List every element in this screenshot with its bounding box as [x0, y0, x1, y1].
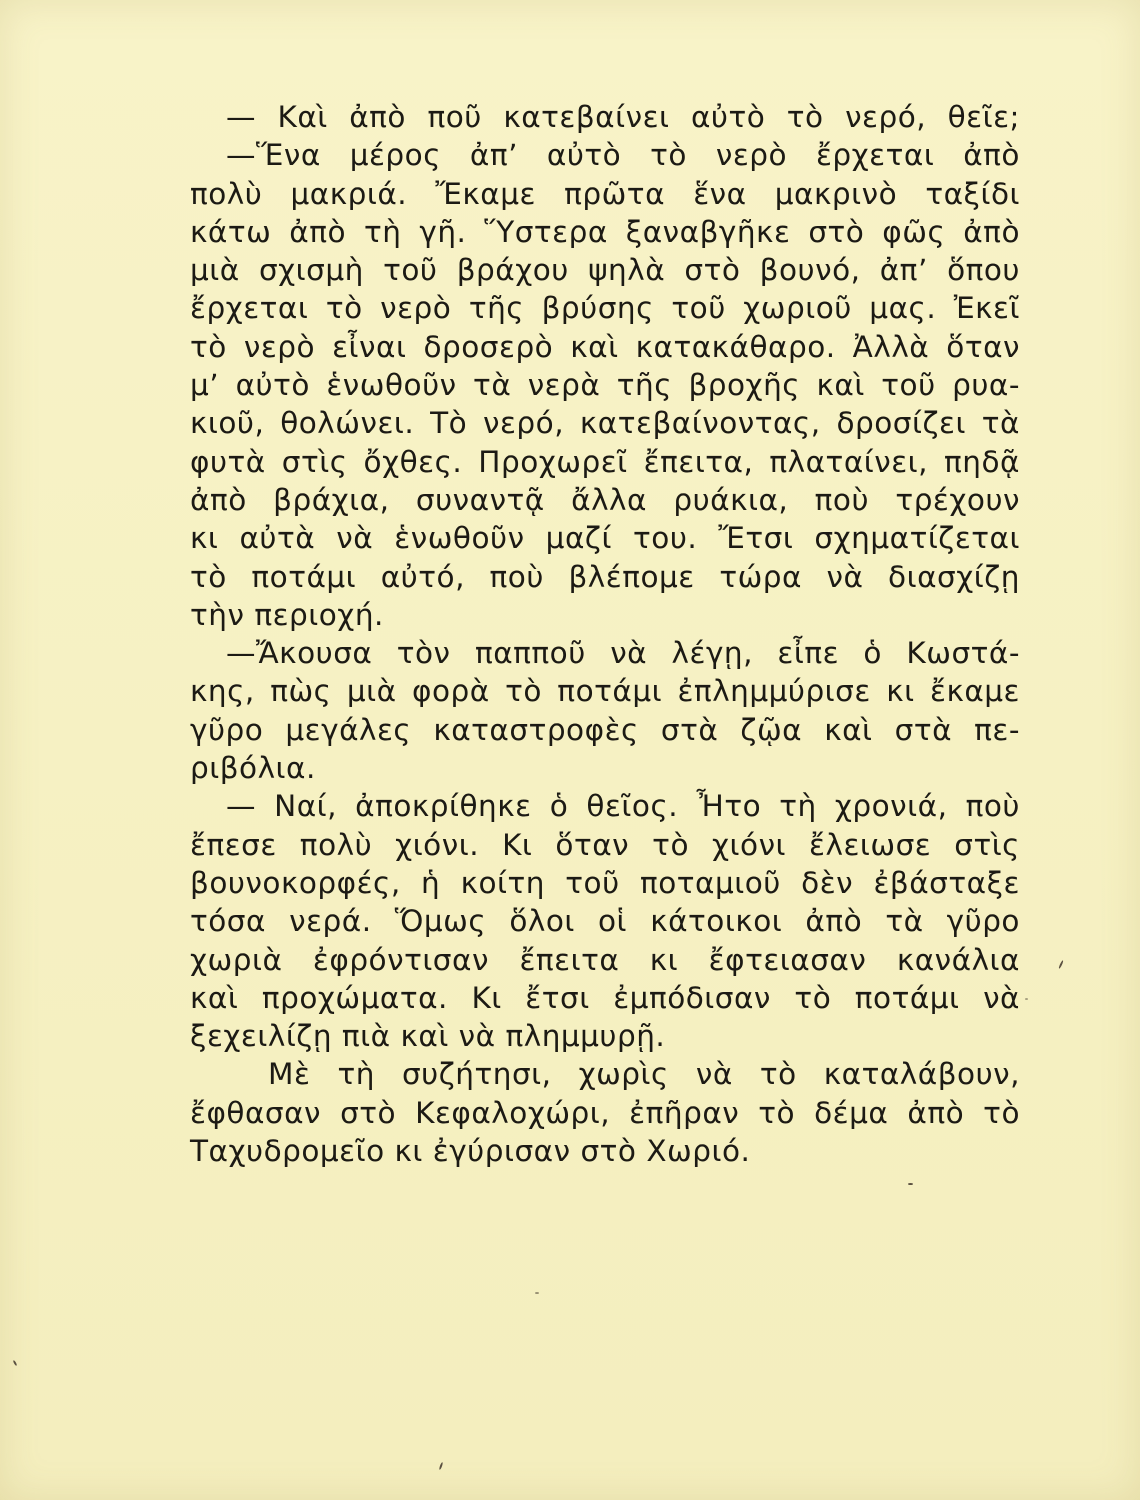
text-line-24: καὶ προχώματα. Κι ἔτσι ἐμπόδισαν τὸ ποτάμι νὰ: [190, 980, 1020, 1015]
paper-speck: [1025, 998, 1028, 1000]
text-line-18: ριβόλια.: [190, 751, 316, 786]
text-line-22: τόσα νερά. Ὅμως ὅλοι οἱ κάτοικοι ἀπὸ τὰ γῦρο: [190, 904, 1020, 939]
text-line-15: —Ἄκουσα τὸν παπποῦ νὰ λέγῃ, εἶπε ὁ Κωστά-: [226, 636, 1020, 671]
text-line-9: κιοῦ, θολώνει. Τὸ νερό, κατεβαίνοντας, δροσίζει τὰ: [190, 406, 1020, 441]
text-line-11: ἀπὸ βράχια, συναντᾷ ἄλλα ρυάκια, ποὺ τρέχουν: [190, 482, 1020, 517]
paper-speck: [908, 1183, 913, 1185]
text-line-27: ἔφθασαν στὸ Κεφαλοχώρι, ἐπῆραν τὸ δέμα ἀπὸ τὸ: [190, 1095, 1020, 1130]
text-line-10: φυτὰ στὶς ὄχθες. Προχωρεῖ ἔπειτα, πλαταίνει, πηδᾷ: [190, 444, 1020, 479]
text-line-28: Ταχυδρομεῖο κι ἐγύρισαν στὸ Χωριό.: [190, 1134, 751, 1169]
text-line-25: ξεχειλίζῃ πιὰ καὶ νὰ πλημμυρῇ.: [190, 1019, 666, 1054]
text-line-4: κάτω ἀπὸ τὴ γῆ. Ὕστερα ξαναβγῆκε στὸ φῶς ἀπὸ: [190, 214, 1020, 249]
text-line-16: κης, πὼς μιὰ φορὰ τὸ ποτάμι ἐπλημμύρισε κι ἔκαμε: [190, 674, 1020, 709]
text-line-6: ἔρχεται τὸ νερὸ τῆς βρύσης τοῦ χωριοῦ μας. Ἐκεῖ: [190, 291, 1020, 326]
paper-speck: [1058, 960, 1064, 969]
text-line-13: τὸ ποτάμι αὐτό, ποὺ βλέπομε τώρα νὰ διασχίζῃ: [190, 559, 1020, 594]
paper-speck: [535, 1292, 539, 1294]
text-line-17: γῦρο μεγάλες καταστροφὲς στὰ ζῷα καὶ στὰ πε-: [190, 712, 1020, 747]
text-line-1: — Καὶ ἀπὸ ποῦ κατεβαίνει αὐτὸ τὸ νερό, θεῖε;: [226, 100, 1020, 134]
page-text: [190, 98, 1020, 1170]
text-line-19: — Ναί, ἀποκρίθηκε ὁ θεῖος. Ἦτο τὴ χρονιά, ποὺ: [226, 789, 1020, 824]
text-line-5: μιὰ σχισμὴ τοῦ βράχου ψηλὰ στὸ βουνό, ἀπ’ ὅπου: [190, 253, 1020, 288]
text-line-26: Μὲ τὴ συζήτησι, χωρὶς νὰ τὸ καταλάβουν,: [268, 1057, 1020, 1092]
text-line-23: χωριὰ ἐφρόντισαν ἔπειτα κι ἔφτειασαν κανάλια: [190, 942, 1020, 977]
text-line-21: βουνοκορφές, ἡ κοίτη τοῦ ποταμιοῦ δὲν ἐβάσταξε: [190, 865, 1020, 900]
text-line-8: μ’ αὐτὸ ἑνωθοῦν τὰ νερὰ τῆς βροχῆς καὶ τοῦ ρυα-: [190, 368, 1020, 403]
text-line-3: πολὺ μακριά. Ἔκαμε πρῶτα ἕνα μακρινὸ ταξίδι: [190, 176, 1020, 211]
paper-speck: [13, 1360, 18, 1366]
paper-speck: [439, 1462, 444, 1470]
text-line-2: —Ἕνα μέρος ἀπ’ αὐτὸ τὸ νερὸ ἔρχεται ἀπὸ: [226, 138, 1020, 173]
text-line-12: κι αὐτὰ νὰ ἑνωθοῦν μαζί του. Ἔτσι σχηματίζεται: [190, 521, 1020, 556]
text-line-7: τὸ νερὸ εἶναι δροσερὸ καὶ κατακάθαρο. Ἀλλὰ ὅταν: [190, 329, 1020, 364]
text-line-20: ἔπεσε πολὺ χιόνι. Κι ὅταν τὸ χιόνι ἔλειωσε στὶς: [190, 827, 1020, 862]
text-line-14: τὴν περιοχή.: [190, 597, 384, 632]
